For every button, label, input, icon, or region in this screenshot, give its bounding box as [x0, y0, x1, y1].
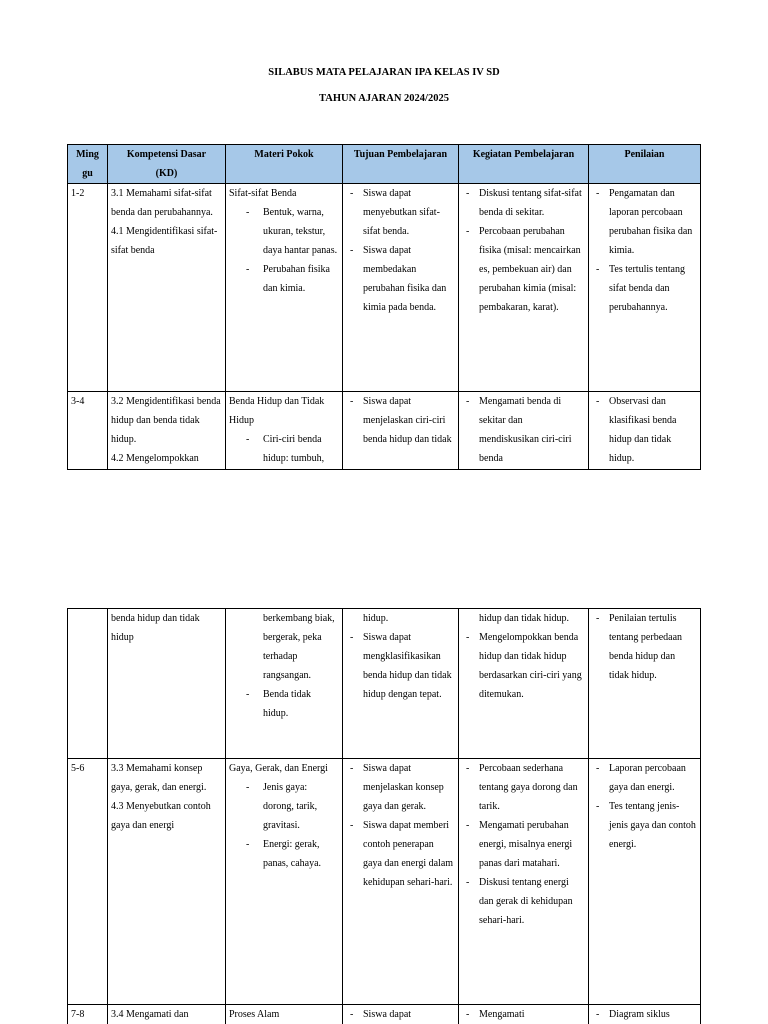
tujuan-item: - Siswa dapat menjelaskan konsep gaya dan gerak.	[346, 759, 454, 816]
header-kompetensi-dasar: Kompetensi Dasar (KD)	[108, 145, 226, 184]
materi-item: - Bentuk, warna, ukuran, tekstur, daya hantar panas.	[229, 203, 338, 260]
header-penilaian: Penilaian	[589, 145, 701, 184]
cell-kd	[108, 184, 226, 392]
kegiatan-item: - Diskusi tentang energi dan gerak di kehidupan sehari-hari.	[462, 873, 584, 930]
cell-penilaian	[589, 609, 701, 759]
tujuan-item: - Siswa dapat	[346, 1005, 454, 1024]
cell-minggu: 5-6	[68, 759, 108, 1005]
table-row	[68, 609, 701, 759]
tujuan-item: - Siswa dapat memberi contoh penerapan gaya dan energi dalam kehidupan sehari-hari.	[346, 816, 454, 892]
cell-kegiatan	[459, 184, 589, 392]
header-materi-pokok: Materi Pokok	[226, 145, 343, 184]
table-row	[68, 759, 701, 1005]
cell-materi	[226, 759, 343, 1005]
kd-item: 3.3 Memahami konsep gaya, gerak, dan energi.	[111, 763, 207, 793]
kegiatan-item: - Mengamati benda di sekitar dan mendiskusikan ciri-ciri benda	[462, 392, 584, 468]
cell-tujuan	[343, 184, 459, 392]
penilaian-item: - Pengamatan dan laporan percobaan perubahan fisika dan kimia.	[592, 184, 696, 260]
document-title: SILABUS MATA PELAJARAN IPA KELAS IV SD	[268, 67, 500, 78]
materi-title: Sifat-sifat Benda	[229, 188, 297, 199]
cell-tujuan	[343, 1005, 459, 1024]
cell-kd	[108, 609, 226, 759]
tujuan-item: - Siswa dapat menjelaskan ciri-ciri benda hidup dan tidak	[346, 392, 454, 449]
materi-item: - Perubahan fisika dan kimia.	[229, 260, 338, 298]
tujuan-item: - Siswa dapat menyebutkan sifat-sifat benda.	[346, 184, 454, 241]
materi-title: Proses Alam	[229, 1009, 280, 1020]
cell-minggu: 7-8	[68, 1005, 108, 1024]
kegiatan-item: - Percobaan sederhana tentang gaya dorong dan tarik.	[462, 759, 584, 816]
cell-penilaian	[589, 184, 701, 392]
cell-minggu: 1-2	[68, 184, 108, 392]
cell-kegiatan	[459, 1005, 589, 1024]
cell-kd	[108, 392, 226, 470]
cell-kd	[108, 1005, 226, 1024]
kegiatan-item-continued: hidup dan tidak hidup.	[479, 613, 569, 624]
table-row	[68, 1005, 701, 1024]
cell-tujuan	[343, 759, 459, 1005]
kd-item: 3.1 Memahami sifat-sifat benda dan perubahannya.	[111, 188, 213, 218]
kd-item: 4.2 Mengelompokkan	[111, 453, 199, 464]
kegiatan-item: - Diskusi tentang sifat-sifat benda di sekitar.	[462, 184, 584, 222]
syllabus-table-page-2	[67, 608, 701, 1024]
penilaian-item: - Tes tertulis tentang sifat benda dan perubahannya.	[592, 260, 696, 317]
kegiatan-item: - Mengamati	[462, 1005, 584, 1024]
cell-materi	[226, 184, 343, 392]
materi-item: - Ciri-ciri benda hidup: tumbuh,	[229, 430, 338, 468]
header-minggu: Ming gu	[68, 145, 108, 184]
penilaian-item: - Observasi dan klasifikasi benda hidup dan tidak hidup.	[592, 392, 696, 468]
tujuan-item: - Siswa dapat membedakan perubahan fisika dan kimia pada benda.	[346, 241, 454, 317]
cell-kd	[108, 759, 226, 1005]
tujuan-item: - Siswa dapat mengklasifikasikan benda hidup dan tidak hidup dengan tepat.	[346, 628, 454, 704]
cell-tujuan	[343, 609, 459, 759]
cell-materi	[226, 609, 343, 759]
table-row	[68, 392, 701, 470]
cell-materi	[226, 1005, 343, 1024]
cell-kegiatan	[459, 609, 589, 759]
penilaian-item: - Laporan percobaan gaya dan energi.	[592, 759, 696, 797]
materi-title: Gaya, Gerak, dan Energi	[229, 763, 328, 774]
table-row	[68, 184, 701, 392]
penilaian-item: - Tes tentang jenis-jenis gaya dan contoh energi.	[592, 797, 696, 854]
cell-minggu: 3-4	[68, 392, 108, 470]
penilaian-item: - Diagram siklus	[592, 1005, 696, 1024]
cell-penilaian	[589, 392, 701, 470]
kd-item: 4.1 Mengidentifikasi sifat-sifat benda	[111, 226, 218, 256]
kegiatan-item: - Mengelompokkan benda hidup dan tidak hidup berdasarkan ciri-ciri yang ditemukan.	[462, 628, 584, 704]
cell-penilaian	[589, 759, 701, 1005]
tujuan-item-continued: hidup.	[363, 613, 389, 624]
header-tujuan: Tujuan Pembelajaran	[343, 145, 459, 184]
table-header-row	[68, 145, 701, 184]
materi-item: - Jenis gaya: dorong, tarik, gravitasi.	[229, 778, 338, 835]
kegiatan-item: - Percobaan perubahan fisika (misal: mencairkan es, pembekuan air) dan perubahan kimia (misal: pembakaran, karat).	[462, 222, 584, 317]
cell-materi	[226, 392, 343, 470]
cell-minggu	[68, 609, 108, 759]
kd-item: 3.2 Mengidentifikasi benda hidup dan benda tidak hidup.	[111, 396, 221, 445]
materi-item: - Benda tidak hidup.	[229, 685, 338, 723]
cell-tujuan	[343, 392, 459, 470]
kd-item: benda hidup dan tidak hidup	[111, 613, 200, 643]
kd-item: 3.4 Mengamati dan	[111, 1009, 189, 1020]
materi-item-continued: berkembang biak, bergerak, peka terhadap rangsangan.	[263, 613, 335, 681]
materi-title: Benda Hidup dan Tidak Hidup	[229, 396, 325, 426]
syllabus-table-page-1	[67, 144, 701, 470]
cell-kegiatan	[459, 392, 589, 470]
header-kegiatan: Kegiatan Pembelajaran	[459, 145, 589, 184]
kd-item: 4.3 Menyebutkan contoh gaya dan energi	[111, 801, 211, 831]
cell-kegiatan	[459, 759, 589, 1005]
document-subtitle: TAHUN AJARAN 2024/2025	[319, 93, 449, 104]
cell-penilaian	[589, 1005, 701, 1024]
materi-item: - Energi: gerak, panas, cahaya.	[229, 835, 338, 873]
kegiatan-item: - Mengamati perubahan energi, misalnya energi panas dari matahari.	[462, 816, 584, 873]
penilaian-item: - Penilaian tertulis tentang perbedaan benda hidup dan tidak hidup.	[592, 609, 696, 685]
